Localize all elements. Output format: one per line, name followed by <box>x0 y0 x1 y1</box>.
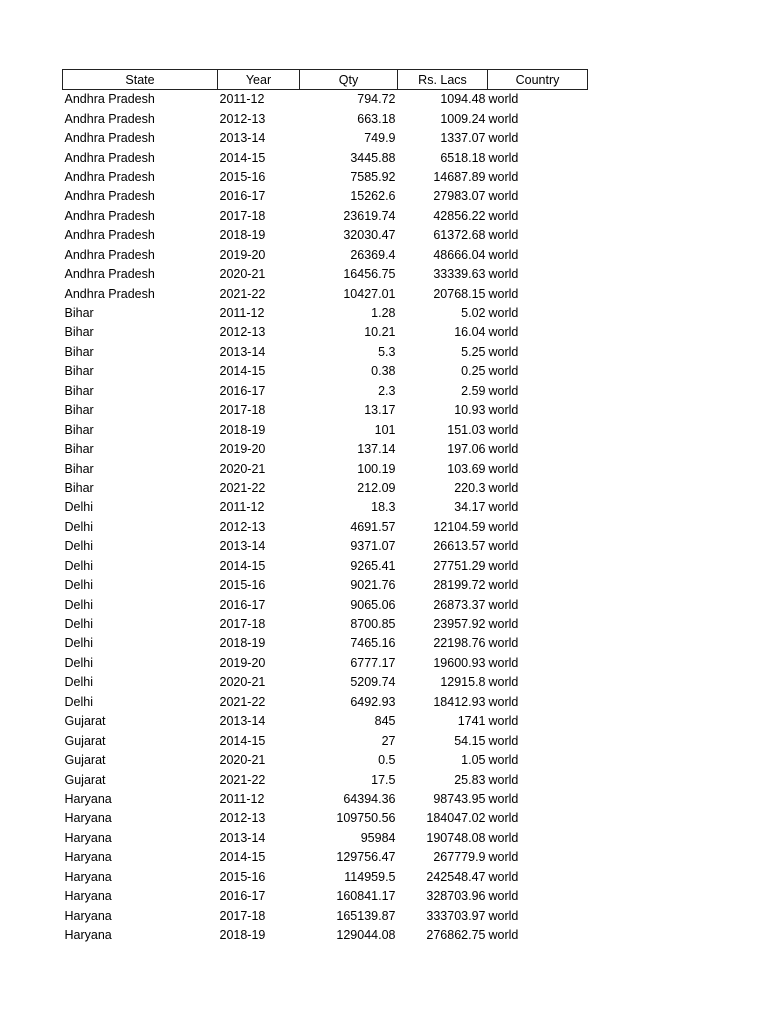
cell-year[interactable]: 2020-21 <box>219 675 266 690</box>
cell-state[interactable]: Delhi <box>64 636 93 651</box>
cell-country[interactable]: world <box>488 208 519 223</box>
cell-qty[interactable]: 129756.47 <box>336 850 396 865</box>
cell-year[interactable]: 2014-15 <box>219 733 266 748</box>
cell-state[interactable]: Andhra Pradesh <box>64 111 155 126</box>
cell-qty[interactable]: 4691.57 <box>350 519 396 534</box>
cell-year[interactable]: 2013-14 <box>219 830 266 845</box>
cell-year[interactable]: 2011-12 <box>219 92 265 107</box>
cell-country[interactable]: world <box>488 403 519 418</box>
cell-rs-lacs[interactable]: 61372.68 <box>433 228 486 243</box>
cell-rs-lacs[interactable]: 34.17 <box>454 500 486 515</box>
cell-year[interactable]: 2014-15 <box>219 150 266 165</box>
cell-qty[interactable]: 15262.6 <box>350 189 396 204</box>
cell-state[interactable]: Andhra Pradesh <box>64 169 155 184</box>
table-row <box>63 401 588 420</box>
cell-qty[interactable]: 6492.93 <box>350 694 396 709</box>
cell-country[interactable]: world <box>488 597 519 612</box>
table-row <box>63 848 588 867</box>
cell-state[interactable]: Delhi <box>64 519 93 534</box>
cell-rs-lacs[interactable]: 28199.72 <box>433 578 486 593</box>
table-row <box>63 537 588 556</box>
header-rs-lacs[interactable]: Rs. Lacs <box>398 70 488 90</box>
cell-rs-lacs[interactable]: 1.05 <box>461 753 486 768</box>
cell-rs-lacs[interactable]: 151.03 <box>447 422 486 437</box>
cell-rs-lacs[interactable]: 5.02 <box>461 306 486 321</box>
cell-rs-lacs[interactable]: 16.04 <box>454 325 486 340</box>
cell-country[interactable]: world <box>488 228 519 243</box>
cell-state[interactable]: Haryana <box>64 811 112 826</box>
cell-state[interactable]: Delhi <box>64 500 93 515</box>
cell-rs-lacs[interactable]: 190748.08 <box>426 830 486 845</box>
cell-rs-lacs[interactable]: 1094.48 <box>440 92 486 107</box>
cell-state[interactable]: Andhra Pradesh <box>64 286 155 301</box>
table-row <box>63 459 588 478</box>
cell-state[interactable]: Bihar <box>64 344 94 359</box>
cell-rs-lacs[interactable]: 242548.47 <box>426 869 486 884</box>
cell-year[interactable]: 2021-22 <box>219 772 266 787</box>
cell-state[interactable]: Andhra Pradesh <box>64 92 155 107</box>
cell-year[interactable]: 2014-15 <box>219 558 266 573</box>
cell-year[interactable]: 2011-12 <box>219 791 265 806</box>
table-row <box>63 634 588 653</box>
cell-state[interactable]: Andhra Pradesh <box>64 228 155 243</box>
cell-country[interactable]: world <box>488 772 519 787</box>
cell-qty[interactable]: 95984 <box>360 830 396 845</box>
cell-rs-lacs[interactable]: 220.3 <box>454 480 486 495</box>
cell-qty[interactable]: 160841.17 <box>336 889 396 904</box>
cell-country[interactable]: world <box>488 617 519 632</box>
cell-rs-lacs[interactable]: 25.83 <box>454 772 486 787</box>
cell-year[interactable]: 2017-18 <box>219 908 266 923</box>
cell-country[interactable]: world <box>488 636 519 651</box>
cell-year[interactable]: 2016-17 <box>219 383 266 398</box>
cell-qty[interactable]: 7465.16 <box>350 636 396 651</box>
cell-country[interactable]: world <box>488 558 519 573</box>
cell-rs-lacs[interactable]: 6518.18 <box>440 150 486 165</box>
cell-state[interactable]: Haryana <box>64 928 112 943</box>
cell-country[interactable]: world <box>488 306 519 321</box>
cell-year[interactable]: 2016-17 <box>219 597 266 612</box>
cell-rs-lacs[interactable]: 184047.02 <box>426 811 486 826</box>
cell-country[interactable]: world <box>488 539 519 554</box>
table-row <box>63 751 588 770</box>
table-row <box>63 829 588 848</box>
table-row <box>63 265 588 284</box>
cell-year[interactable]: 2016-17 <box>219 889 266 904</box>
table-row <box>63 518 588 537</box>
header-row <box>63 70 588 90</box>
cell-qty[interactable]: 1.28 <box>371 306 396 321</box>
cell-year[interactable]: 2011-12 <box>219 306 265 321</box>
cell-country[interactable]: world <box>488 480 519 495</box>
cell-state[interactable]: Delhi <box>64 694 93 709</box>
cell-state[interactable]: Gujarat <box>64 733 106 748</box>
cell-country[interactable]: world <box>488 169 519 184</box>
cell-qty[interactable]: 8700.85 <box>350 617 396 632</box>
cell-year[interactable]: 2015-16 <box>219 578 266 593</box>
cell-qty[interactable]: 114959.5 <box>344 869 396 884</box>
cell-rs-lacs[interactable]: 1741 <box>457 714 486 729</box>
cell-year[interactable]: 2011-12 <box>219 500 265 515</box>
cell-rs-lacs[interactable]: 33339.63 <box>433 267 486 282</box>
cell-rs-lacs[interactable]: 267779.9 <box>433 850 486 865</box>
cell-country[interactable]: world <box>488 286 519 301</box>
cell-country[interactable]: world <box>488 92 519 107</box>
table-row <box>63 557 588 576</box>
cell-year[interactable]: 2014-15 <box>219 364 266 379</box>
table-row <box>63 887 588 906</box>
cell-country[interactable]: world <box>488 811 519 826</box>
cell-country[interactable]: world <box>488 578 519 593</box>
cell-rs-lacs[interactable]: 54.15 <box>454 733 486 748</box>
cell-state[interactable]: Bihar <box>64 403 94 418</box>
cell-year[interactable]: 2018-19 <box>219 928 266 943</box>
header-year[interactable]: Year <box>218 70 300 90</box>
table-row <box>63 90 588 110</box>
cell-state[interactable]: Gujarat <box>64 753 106 768</box>
cell-year[interactable]: 2018-19 <box>219 636 266 651</box>
cell-state[interactable]: Delhi <box>64 558 93 573</box>
cell-year[interactable]: 2020-21 <box>219 753 266 768</box>
cell-country[interactable]: world <box>488 325 519 340</box>
cell-qty[interactable]: 137.14 <box>357 442 396 457</box>
cell-year[interactable]: 2013-14 <box>219 714 266 729</box>
cell-state[interactable]: Delhi <box>64 539 93 554</box>
cell-country[interactable]: world <box>488 344 519 359</box>
cell-country[interactable]: world <box>488 383 519 398</box>
cell-country[interactable]: world <box>488 267 519 282</box>
cell-country[interactable]: world <box>488 247 519 262</box>
cell-qty[interactable]: 16456.75 <box>343 267 396 282</box>
table-row <box>63 731 588 750</box>
table-row <box>63 498 588 517</box>
cell-country[interactable]: world <box>488 442 519 457</box>
cell-rs-lacs[interactable]: 27751.29 <box>433 558 486 573</box>
table-body <box>63 90 588 946</box>
table-row <box>63 906 588 925</box>
cell-state[interactable]: Bihar <box>64 383 94 398</box>
table-row <box>63 323 588 342</box>
cell-year[interactable]: 2015-16 <box>219 869 266 884</box>
table-row <box>63 479 588 498</box>
cell-year[interactable]: 2013-14 <box>219 131 266 146</box>
table-row <box>63 693 588 712</box>
cell-state[interactable]: Haryana <box>64 908 112 923</box>
cell-country[interactable]: world <box>488 131 519 146</box>
table-row <box>63 654 588 673</box>
table-row <box>63 926 588 945</box>
cell-state[interactable]: Bihar <box>64 461 94 476</box>
cell-country[interactable]: world <box>488 519 519 534</box>
cell-qty[interactable]: 2.3 <box>378 383 396 398</box>
header-country[interactable]: Country <box>488 70 588 90</box>
cell-qty[interactable]: 9021.76 <box>350 578 396 593</box>
cell-year[interactable]: 2017-18 <box>219 403 266 418</box>
cell-qty[interactable]: 749.9 <box>364 131 396 146</box>
table-row <box>63 770 588 789</box>
table-row <box>63 440 588 459</box>
cell-state[interactable]: Delhi <box>64 675 93 690</box>
cell-state[interactable]: Bihar <box>64 364 94 379</box>
cell-rs-lacs[interactable]: 197.06 <box>447 442 486 457</box>
cell-state[interactable]: Haryana <box>64 889 112 904</box>
cell-state[interactable]: Andhra Pradesh <box>64 150 155 165</box>
cell-rs-lacs[interactable]: 27983.07 <box>433 189 486 204</box>
cell-year[interactable]: 2019-20 <box>219 442 266 457</box>
cell-rs-lacs[interactable]: 22198.76 <box>433 636 486 651</box>
cell-rs-lacs[interactable]: 1337.07 <box>440 131 486 146</box>
table-row <box>63 382 588 401</box>
table-row <box>63 207 588 226</box>
cell-rs-lacs[interactable]: 276862.75 <box>426 928 486 943</box>
cell-country[interactable]: world <box>488 889 519 904</box>
cell-qty[interactable]: 23619.74 <box>343 208 396 223</box>
cell-year[interactable]: 2015-16 <box>219 169 266 184</box>
cell-qty[interactable]: 64394.36 <box>343 791 396 806</box>
cell-state[interactable]: Delhi <box>64 578 93 593</box>
cell-rs-lacs[interactable]: 42856.22 <box>433 208 486 223</box>
cell-rs-lacs[interactable]: 5.25 <box>461 344 486 359</box>
cell-country[interactable]: world <box>488 791 519 806</box>
cell-country[interactable]: world <box>488 753 519 768</box>
cell-rs-lacs[interactable]: 12104.59 <box>433 519 486 534</box>
cell-state[interactable]: Andhra Pradesh <box>64 247 155 262</box>
table-row <box>63 226 588 245</box>
cell-country[interactable]: world <box>488 850 519 865</box>
cell-qty[interactable]: 212.09 <box>357 480 396 495</box>
cell-rs-lacs[interactable]: 328703.96 <box>426 889 486 904</box>
cell-year[interactable]: 2012-13 <box>219 111 266 126</box>
cell-country[interactable]: world <box>488 111 519 126</box>
cell-qty[interactable]: 0.5 <box>378 753 396 768</box>
data-table <box>62 69 588 945</box>
cell-state[interactable]: Bihar <box>64 422 94 437</box>
cell-qty[interactable]: 3445.88 <box>350 150 396 165</box>
cell-rs-lacs[interactable]: 26873.37 <box>433 597 486 612</box>
cell-year[interactable]: 2012-13 <box>219 519 266 534</box>
cell-country[interactable]: world <box>488 733 519 748</box>
cell-state[interactable]: Haryana <box>64 869 112 884</box>
cell-country[interactable]: world <box>488 830 519 845</box>
cell-qty[interactable]: 27 <box>381 733 396 748</box>
cell-qty[interactable]: 663.18 <box>357 111 396 126</box>
header-qty[interactable]: Qty <box>300 70 398 90</box>
cell-qty[interactable]: 109750.56 <box>336 811 396 826</box>
table-row <box>63 284 588 303</box>
cell-country[interactable]: world <box>488 422 519 437</box>
header-state[interactable]: State <box>63 70 218 90</box>
cell-country[interactable]: world <box>488 150 519 165</box>
cell-year[interactable]: 2012-13 <box>219 325 266 340</box>
cell-qty[interactable]: 5209.74 <box>350 675 396 690</box>
cell-state[interactable]: Bihar <box>64 306 94 321</box>
cell-rs-lacs[interactable]: 18412.93 <box>433 694 486 709</box>
cell-qty[interactable]: 26369.4 <box>350 247 396 262</box>
cell-year[interactable]: 2013-14 <box>219 344 266 359</box>
table-row <box>63 148 588 167</box>
cell-country[interactable]: world <box>488 694 519 709</box>
cell-country[interactable]: world <box>488 500 519 515</box>
cell-state[interactable]: Delhi <box>64 597 93 612</box>
cell-rs-lacs[interactable]: 2.59 <box>461 383 486 398</box>
table-row <box>63 673 588 692</box>
cell-rs-lacs[interactable]: 19600.93 <box>433 655 486 670</box>
cell-qty[interactable]: 5.3 <box>378 344 396 359</box>
cell-country[interactable]: world <box>488 869 519 884</box>
cell-year[interactable]: 2017-18 <box>219 208 266 223</box>
cell-rs-lacs[interactable]: 23957.92 <box>433 617 486 632</box>
cell-qty[interactable]: 7585.92 <box>350 169 396 184</box>
cell-year[interactable]: 2019-20 <box>219 655 266 670</box>
cell-state[interactable]: Andhra Pradesh <box>64 131 155 146</box>
cell-country[interactable]: world <box>488 189 519 204</box>
cell-country[interactable]: world <box>488 908 519 923</box>
cell-state[interactable]: Delhi <box>64 655 93 670</box>
cell-qty[interactable]: 845 <box>374 714 396 729</box>
table-row <box>63 129 588 148</box>
table-row <box>63 595 588 614</box>
cell-state[interactable]: Haryana <box>64 791 112 806</box>
cell-qty[interactable]: 0.38 <box>371 364 396 379</box>
cell-rs-lacs[interactable]: 103.69 <box>447 461 486 476</box>
cell-rs-lacs[interactable]: 14687.89 <box>433 169 486 184</box>
cell-country[interactable]: world <box>488 675 519 690</box>
cell-year[interactable]: 2021-22 <box>219 694 266 709</box>
cell-state[interactable]: Haryana <box>64 850 112 865</box>
cell-state[interactable]: Andhra Pradesh <box>64 208 155 223</box>
cell-rs-lacs[interactable]: 26613.57 <box>433 539 486 554</box>
table-row <box>63 868 588 887</box>
cell-qty[interactable]: 9371.07 <box>350 539 396 554</box>
cell-year[interactable]: 2017-18 <box>219 617 266 632</box>
cell-state[interactable]: Delhi <box>64 617 93 632</box>
cell-year[interactable]: 2013-14 <box>219 539 266 554</box>
cell-qty[interactable]: 794.72 <box>357 92 396 107</box>
cell-year[interactable]: 2019-20 <box>219 247 266 262</box>
cell-state[interactable]: Andhra Pradesh <box>64 189 155 204</box>
table-row <box>63 615 588 634</box>
cell-qty[interactable]: 6777.17 <box>350 655 396 670</box>
cell-state[interactable]: Andhra Pradesh <box>64 267 155 282</box>
table-row <box>63 343 588 362</box>
cell-state[interactable]: Gujarat <box>64 772 106 787</box>
table-row <box>63 187 588 206</box>
cell-rs-lacs[interactable]: 12915.8 <box>440 675 486 690</box>
cell-rs-lacs[interactable]: 0.25 <box>461 364 486 379</box>
cell-rs-lacs[interactable]: 48666.04 <box>433 247 486 262</box>
cell-year[interactable]: 2016-17 <box>219 189 266 204</box>
table-row <box>63 362 588 381</box>
cell-qty[interactable]: 101 <box>374 422 396 437</box>
cell-rs-lacs[interactable]: 1009.24 <box>440 111 486 126</box>
table-row <box>63 246 588 265</box>
cell-qty[interactable]: 9065.06 <box>350 597 396 612</box>
cell-rs-lacs[interactable]: 10.93 <box>454 403 486 418</box>
cell-country[interactable]: world <box>488 928 519 943</box>
cell-state[interactable]: Bihar <box>64 442 94 457</box>
cell-state[interactable]: Bihar <box>64 480 94 495</box>
cell-year[interactable]: 2021-22 <box>219 286 266 301</box>
cell-qty[interactable]: 165139.87 <box>336 908 396 923</box>
cell-year[interactable]: 2020-21 <box>219 461 266 476</box>
table-row <box>63 809 588 828</box>
cell-country[interactable]: world <box>488 655 519 670</box>
cell-year[interactable]: 2020-21 <box>219 267 266 282</box>
cell-state[interactable]: Gujarat <box>64 714 106 729</box>
table-row <box>63 420 588 439</box>
table-row <box>63 304 588 323</box>
table-row <box>63 168 588 187</box>
cell-year[interactable]: 2018-19 <box>219 228 266 243</box>
cell-qty[interactable]: 18.3 <box>371 500 396 515</box>
cell-rs-lacs[interactable]: 333703.97 <box>426 908 486 923</box>
cell-qty[interactable]: 129044.08 <box>336 928 396 943</box>
table-row <box>63 576 588 595</box>
cell-qty[interactable]: 32030.47 <box>343 228 396 243</box>
cell-rs-lacs[interactable]: 20768.15 <box>433 286 486 301</box>
cell-year[interactable]: 2018-19 <box>219 422 266 437</box>
cell-year[interactable]: 2021-22 <box>219 480 266 495</box>
cell-qty[interactable]: 100.19 <box>357 461 396 476</box>
spreadsheet <box>62 69 588 945</box>
cell-qty[interactable]: 9265.41 <box>350 558 396 573</box>
cell-qty[interactable]: 13.17 <box>364 403 396 418</box>
cell-qty[interactable]: 10427.01 <box>343 286 396 301</box>
cell-year[interactable]: 2012-13 <box>219 811 266 826</box>
table-row <box>63 712 588 731</box>
cell-year[interactable]: 2014-15 <box>219 850 266 865</box>
cell-qty[interactable]: 10.21 <box>364 325 396 340</box>
cell-rs-lacs[interactable]: 98743.95 <box>433 791 486 806</box>
cell-qty[interactable]: 17.5 <box>371 772 396 787</box>
cell-country[interactable]: world <box>488 364 519 379</box>
cell-state[interactable]: Bihar <box>64 325 94 340</box>
table-row <box>63 109 588 128</box>
table-row <box>63 790 588 809</box>
cell-country[interactable]: world <box>488 714 519 729</box>
cell-country[interactable]: world <box>488 461 519 476</box>
cell-state[interactable]: Haryana <box>64 830 112 845</box>
